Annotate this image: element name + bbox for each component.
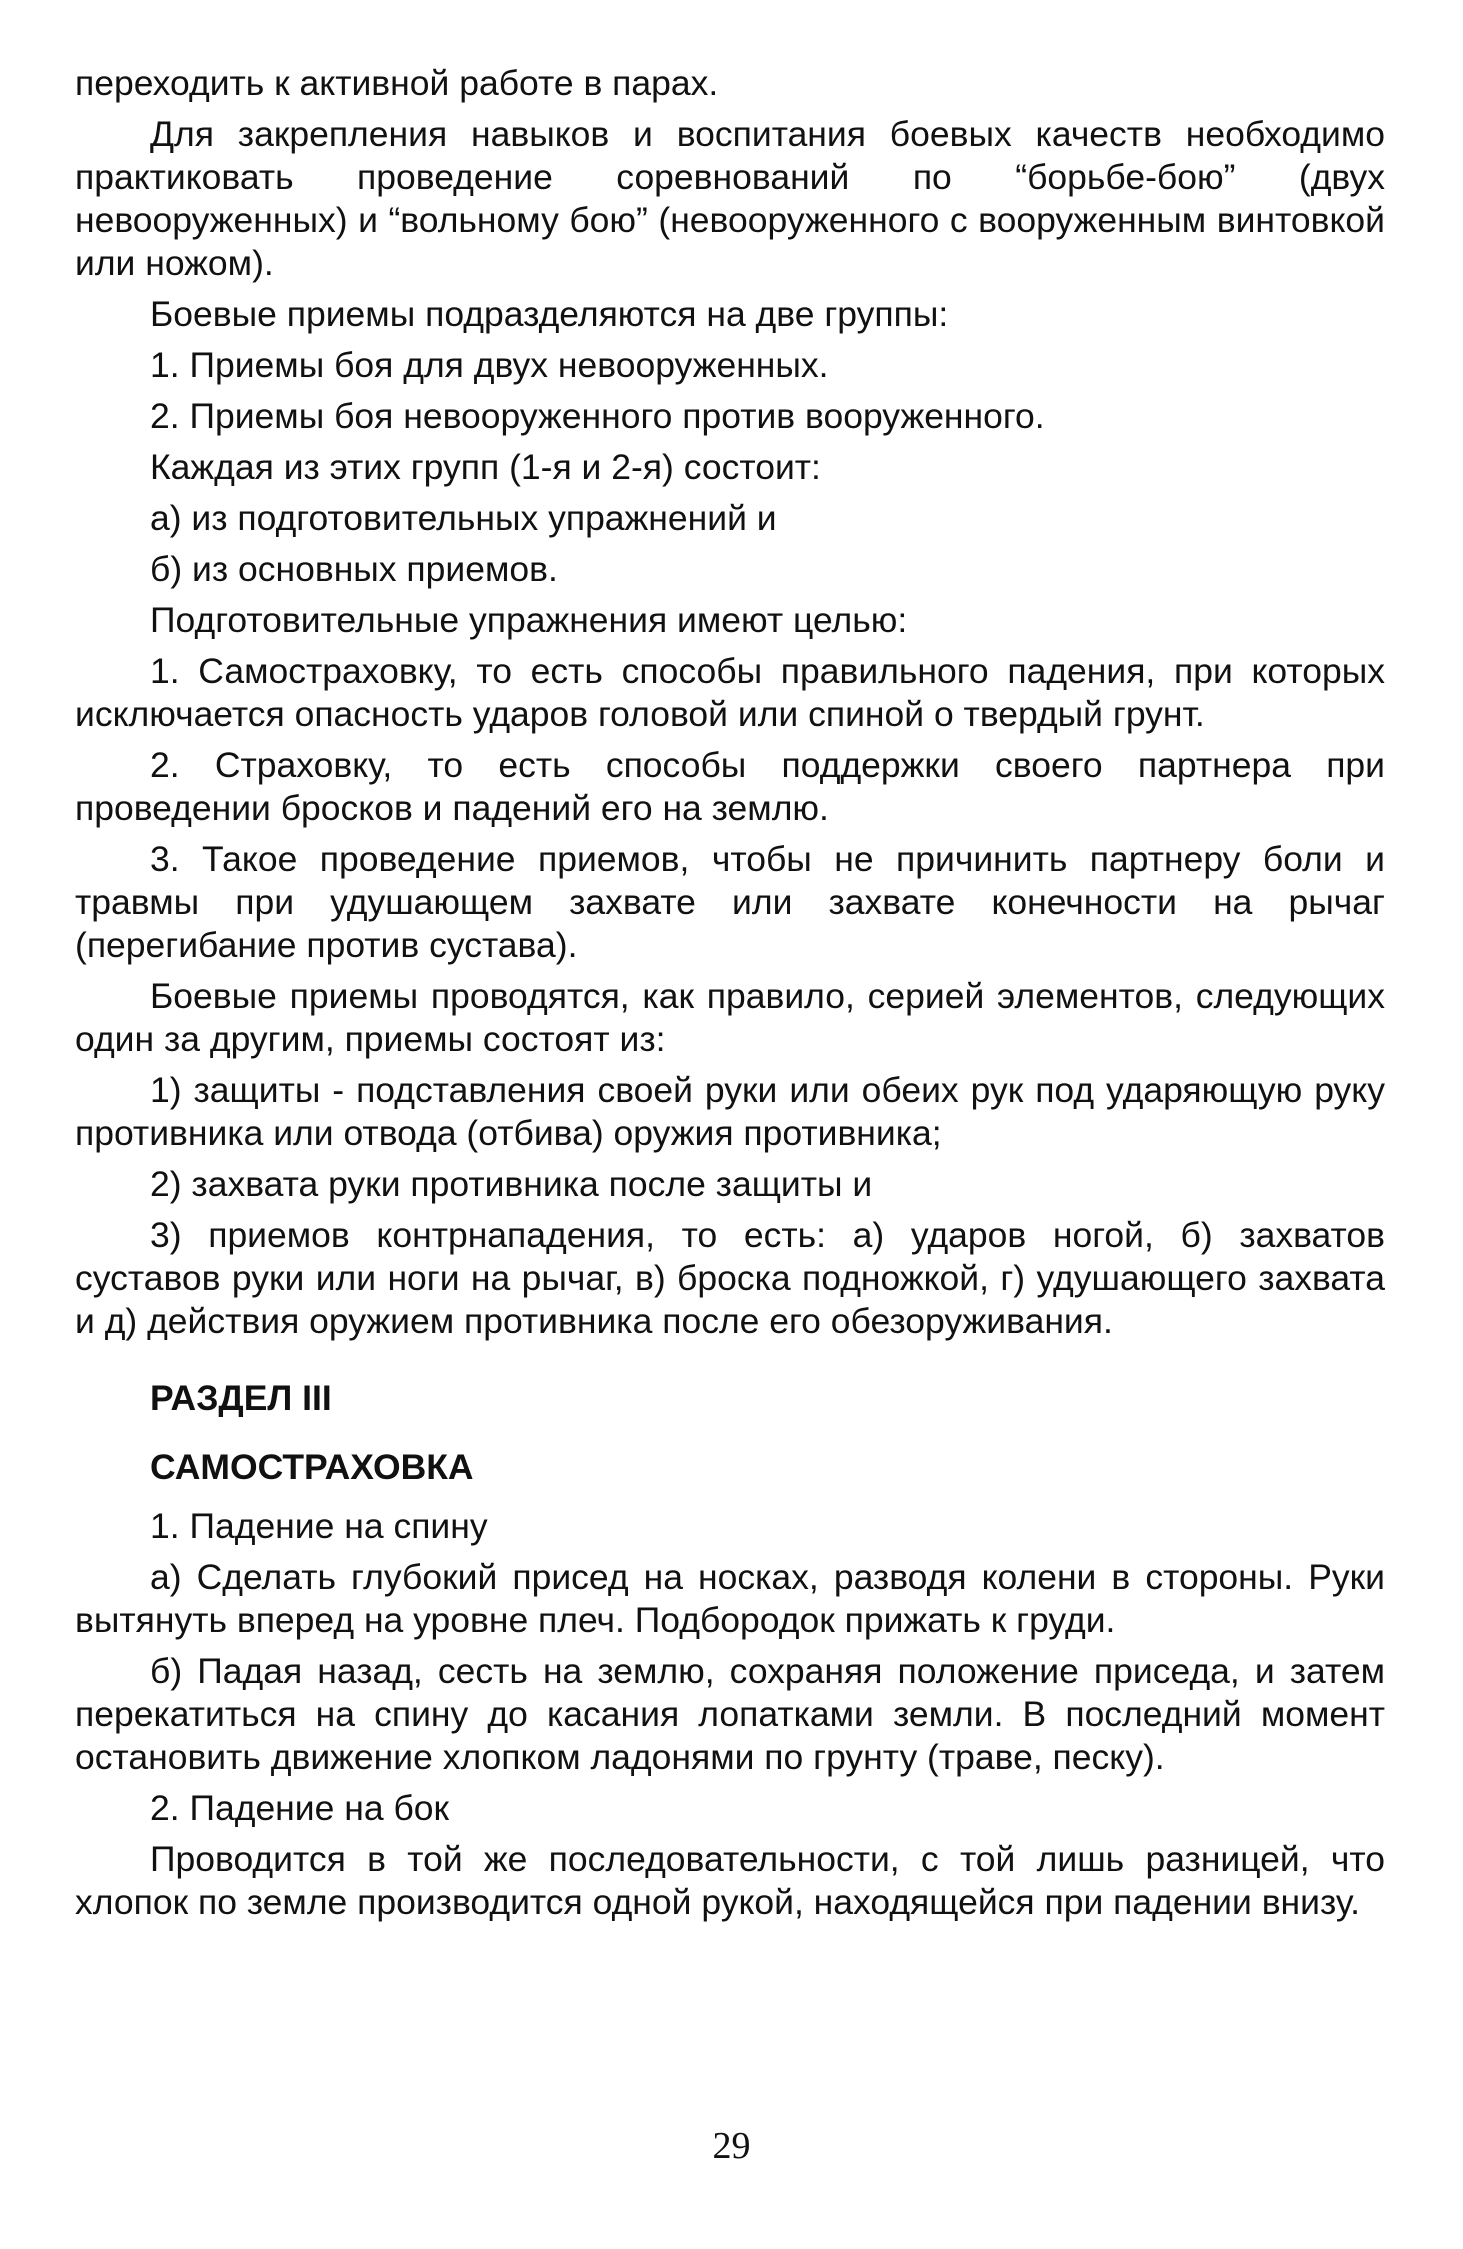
list-item-group-1: 1. Приемы боя для двух невооруженных. bbox=[150, 345, 829, 385]
paragraph-continuation: переходить к активной работе в парах. bbox=[75, 63, 719, 103]
subheading-fall-side: 2. Падение на бок bbox=[150, 1788, 450, 1828]
list-item-insurance: 2. Страховку, то есть способы поддержки своего партнера при проведении бросков и падений его на землю. bbox=[75, 745, 1385, 828]
paragraph-competitions: Для закрепления навыков и воспитания боевых качеств необходимо практиковать проведение соревнований по “борьбе-бою” (двух невооруженных) и “вольному бою” (невооруженного с вооруженным винтовкой или ножом). bbox=[75, 114, 1385, 283]
page-body bbox=[75, 62, 1385, 1932]
section-number: РАЗДЕЛ III bbox=[150, 1378, 332, 1418]
list-item-group-2: 2. Приемы боя невооруженного против вооруженного. bbox=[150, 396, 1045, 436]
paragraph-fall-side: Проводится в той же последовательности, с той лишь разницей, что хлопок по земле производится одной рукой, находящейся при падении внизу. bbox=[75, 1839, 1385, 1922]
list-item-grab: 2) захвата руки противника после защиты и bbox=[150, 1164, 873, 1204]
subheading-fall-back: 1. Падение на спину bbox=[150, 1506, 488, 1546]
list-item-preparatory: а) из подготовительных упражнений и bbox=[150, 498, 777, 538]
section-title: САМОСТРАХОВКА bbox=[150, 1447, 474, 1487]
page-number: 29 bbox=[712, 2125, 751, 2167]
paragraph-groups-intro: Боевые приемы подразделяются на две группы: bbox=[150, 294, 949, 334]
list-item-counterattack: 3) приемов контрнападения, то есть: а) ударов ногой, б) захватов суставов руки или ноги на рычаг, в) броска подножкой, г) удушающего захвата и д) действия оружием противника после его обезоруживания. bbox=[75, 1215, 1385, 1341]
paragraph-preparatory-goal: Подготовительные упражнения имеют целью: bbox=[150, 600, 908, 640]
list-item-main-techniques: б) из основных приемов. bbox=[150, 549, 558, 589]
list-item-defense: 1) защиты - подставления своей руки или обеих рук под ударяющую руку противника или отвода (отбива) оружия противника; bbox=[75, 1070, 1385, 1153]
paragraph-groups-consist: Каждая из этих групп (1-я и 2-я) состоит: bbox=[150, 447, 821, 487]
list-item-safe-technique: 3. Такое проведение приемов, чтобы не причинить партнеру боли и травмы при удушающем захвате или захвате конечности на рычаг (перегибание против сустава). bbox=[75, 839, 1385, 965]
paragraph-fall-back-b: б) Падая назад, сесть на землю, сохраняя положение приседа, и затем перекатиться на спину до касания лопатками земли. В последний момент остановить движение хлопком ладонями по грунту (траве, песку). bbox=[75, 1651, 1385, 1777]
paragraph-techniques-series: Боевые приемы проводятся, как правило, серией элементов, следующих один за другим, приемы состоят из: bbox=[75, 976, 1385, 1059]
list-item-self-insurance: 1. Самостраховку, то есть способы правильного падения, при которых исключается опасность ударов головой или спиной о твердый грунт. bbox=[75, 651, 1385, 734]
paragraph-fall-back-a: а) Сделать глубокий присед на носках, разводя колени в стороны. Руки вытянуть вперед на уровне плеч. Подбородок прижать к груди. bbox=[75, 1557, 1385, 1640]
